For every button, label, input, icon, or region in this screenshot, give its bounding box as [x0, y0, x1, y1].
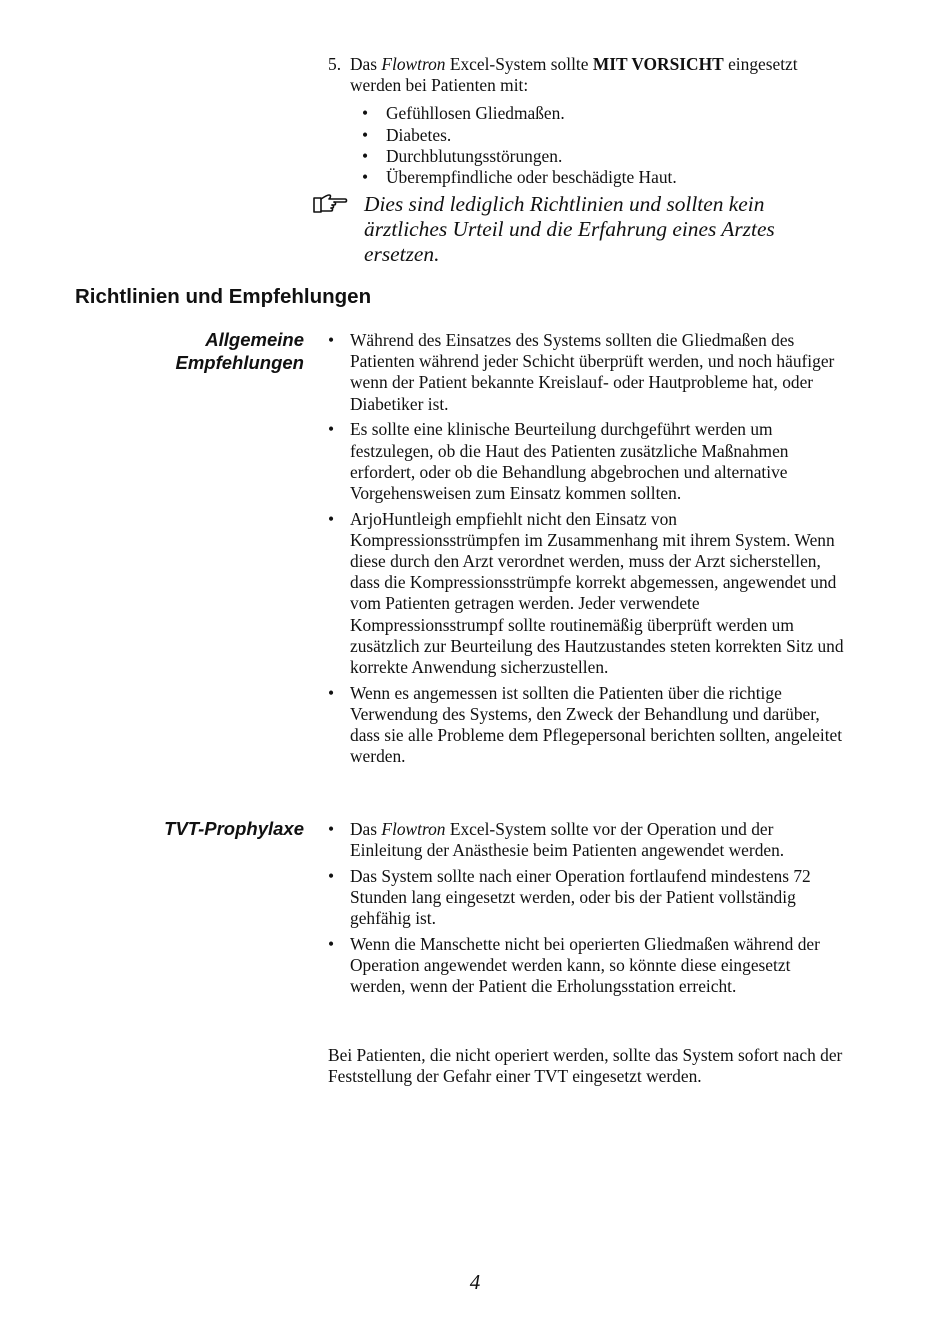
item-number: 5. [328, 54, 342, 74]
item-5-prefix: Das [350, 54, 382, 74]
list-item: • Es sollte eine klinische Beurteilung durchgeführt werden um festzulegen, ob die Haut des Patienten zusätzliche Maßnahmen erfordert, oder ob die Behandlung abgebrochen und alternative Vorgehensweisen zum Einsatz kommen sollten. [328, 419, 848, 504]
list-item: • Wenn die Manschette nicht bei operierten Gliedmaßen während der Operation angewendet werden kann, so könnte diese eingesetzt werden, wenn der Patient die Erholungsstation erreicht. [328, 934, 848, 998]
side-label-tvt: TVT-Prophylaxe [164, 818, 304, 839]
item-5-text [350, 54, 848, 96]
side-label-general [176, 329, 304, 374]
condition-item: • Diabetes. [362, 125, 848, 146]
product-name: Flowtron [381, 54, 446, 74]
list-item: • Wenn es angemessen ist sollten die Patienten über die richtige Verwendung des Systems, den Zweck der Behandlung und darüber, dass sie alle Probleme dem Pflegepersonal berichten sollten, angeleitet werden. [328, 683, 848, 768]
item-5-suffix: eingesetzt werden bei Patienten mit: [350, 54, 798, 96]
conditions-list [362, 103, 848, 188]
condition-item: • Überempfindliche oder beschädigte Haut. [362, 167, 848, 188]
tvt-prophylaxis-list [328, 819, 848, 1002]
section-heading: Richtlinien und Empfehlungen [75, 285, 372, 308]
numbered-item-5 [328, 54, 848, 188]
item-5-middle: Excel-System sollte [445, 54, 593, 74]
label-line: Empfehlungen [175, 351, 304, 373]
pointing-hand-icon [312, 192, 348, 216]
list-item [328, 819, 848, 861]
note-block [312, 192, 832, 267]
caution-emphasis: MIT VORSICHT [592, 54, 724, 74]
closing-paragraph: Bei Patienten, die nicht operiert werden, sollte das System sofort nach der Feststellung der Gefahr einer TVT eingesetzt werden. [328, 1045, 843, 1087]
condition-item: • Gefühllosen Gliedmaßen. [362, 103, 848, 124]
list-item: • Das System sollte nach einer Operation fortlaufend mindestens 72 Stunden lang eingesetzt werden, oder bis der Patient vollständig gehfähig ist. [328, 866, 848, 930]
tvt-first-prefix: Das [350, 819, 382, 839]
condition-item: • Durchblutungsstörungen. [362, 146, 848, 167]
list-item: • Während des Einsatzes des Systems sollten die Gliedmaßen des Patienten während jeder Schicht überprüft werden, und noch häufiger wenn der Patient bekannte Kreislauf- oder Hautprobleme hat, oder Diabetiker ist. [328, 330, 848, 415]
page-number: 4 [469, 1270, 481, 1294]
general-recommendations-list [328, 330, 848, 772]
list-item: • ArjoHuntleigh empfiehlt nicht den Einsatz von Kompressionsstrümpfen im Zusammenhang mit ihrem System. Wenn diese durch den Arzt verordnet werden, muss der Arzt sicherstellen, dass die Kompressionsstrümpfe korrekt abgemessen, angewendet und vom Patienten getragen werden. Jeder verwendete Kompressionsstrumpf sollte routinemäßig überprüft werden um zusätzlich zur Beurteilung des Hautzustandes steten korrekten Sitz und korrekte Anwendung sicherzustellen. [328, 509, 848, 679]
note-text: Dies sind lediglich Richtlinien und sollten kein ärztliches Urteil und die Erfahrung eines Arztes ersetzen. [364, 192, 775, 266]
product-name: Flowtron [381, 819, 446, 839]
tvt-first-rest: Excel-System sollte vor der Operation und der Einleitung der Anästhesie beim Patienten angewendet werden. [350, 819, 785, 861]
label-line: Allgemeine [205, 329, 304, 350]
